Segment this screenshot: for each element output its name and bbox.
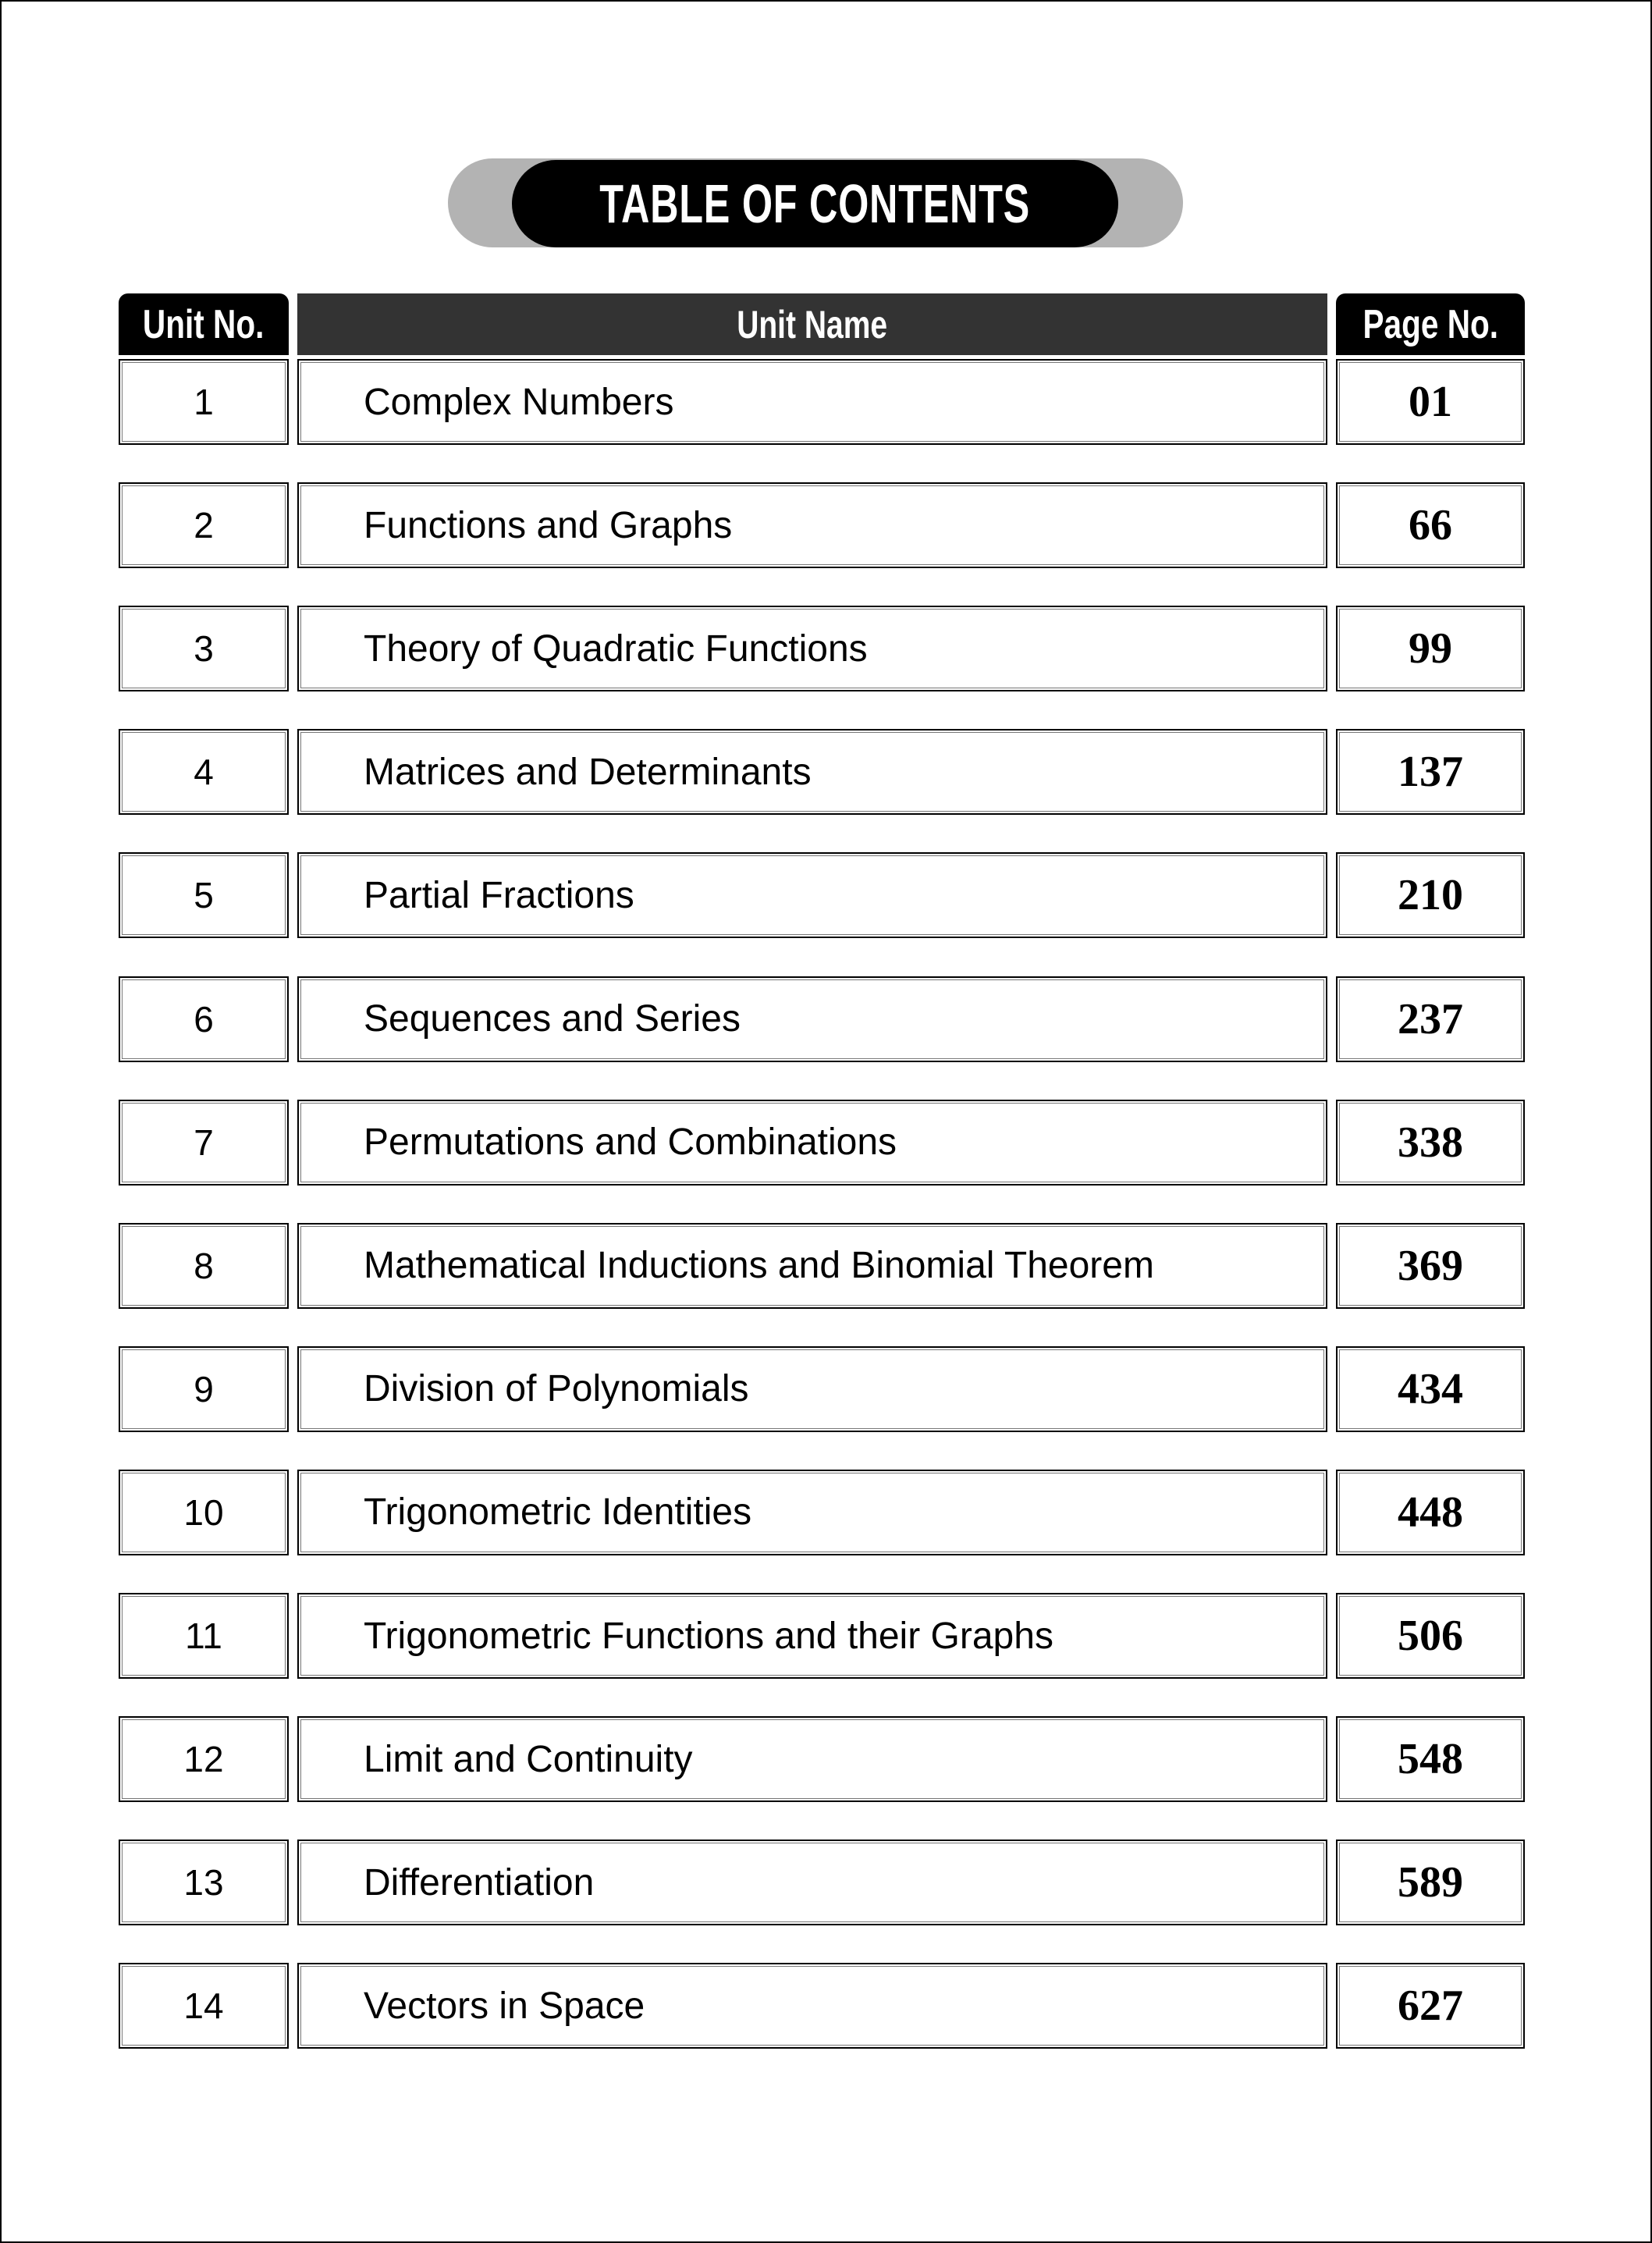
- table-row: [0, 482, 1652, 568]
- table-row: [0, 1346, 1652, 1432]
- unit-name-text[interactable]: Limit and Continuity: [364, 1738, 693, 1780]
- unit-name: [297, 1470, 1327, 1555]
- unit-name-text[interactable]: Permutations and Combinations: [364, 1122, 897, 1164]
- unit-number: 2: [119, 482, 289, 568]
- header-unit-no: [119, 293, 289, 355]
- unit-number: 1: [119, 359, 289, 445]
- unit-name-text[interactable]: Theory of Quadratic Functions: [364, 627, 868, 670]
- page-number: 548: [1336, 1716, 1525, 1802]
- unit-name: [297, 852, 1327, 938]
- unit-number: 9: [119, 1346, 289, 1432]
- unit-name-text[interactable]: Division of Polynomials: [364, 1368, 749, 1410]
- unit-number: 3: [119, 606, 289, 691]
- unit-number: 4: [119, 729, 289, 815]
- table-row: [0, 359, 1652, 445]
- unit-number: 13: [119, 1840, 289, 1925]
- unit-name: [297, 359, 1327, 445]
- page-number: 369: [1336, 1223, 1525, 1309]
- unit-name-text[interactable]: Matrices and Determinants: [364, 751, 812, 793]
- unit-name: [297, 1840, 1327, 1925]
- page-number: 66: [1336, 482, 1525, 568]
- unit-name-text[interactable]: Differentiation: [364, 1861, 595, 1904]
- unit-name: [297, 976, 1327, 1062]
- page-number: 589: [1336, 1840, 1525, 1925]
- unit-number: 11: [119, 1593, 289, 1679]
- unit-name: [297, 1593, 1327, 1679]
- table-row: [0, 1223, 1652, 1309]
- unit-number: 6: [119, 976, 289, 1062]
- unit-name: [297, 1100, 1327, 1185]
- unit-name-text[interactable]: Functions and Graphs: [364, 504, 733, 546]
- page-number: 210: [1336, 852, 1525, 938]
- page-number: 237: [1336, 976, 1525, 1062]
- table-row: [0, 976, 1652, 1062]
- page-number: 448: [1336, 1470, 1525, 1555]
- table-row: [0, 852, 1652, 938]
- unit-number: 8: [119, 1223, 289, 1309]
- header-unit-name: [297, 293, 1327, 355]
- unit-name-text[interactable]: Complex Numbers: [364, 381, 674, 423]
- table-row: [0, 1100, 1652, 1185]
- unit-number: 5: [119, 852, 289, 938]
- unit-name-text[interactable]: Sequences and Series: [364, 998, 741, 1040]
- unit-number: 14: [119, 1963, 289, 2049]
- header-label: Unit Name: [737, 302, 888, 347]
- unit-name-text[interactable]: Vectors in Space: [364, 1985, 645, 2027]
- table-row: [0, 606, 1652, 691]
- unit-name: [297, 482, 1327, 568]
- page-number: 99: [1336, 606, 1525, 691]
- page-number: 434: [1336, 1346, 1525, 1432]
- unit-name: [297, 1346, 1327, 1432]
- table-row: [0, 1840, 1652, 1925]
- page-number: 627: [1336, 1963, 1525, 2049]
- title-banner: [512, 160, 1118, 247]
- unit-number: 10: [119, 1470, 289, 1555]
- table-row: [0, 1716, 1652, 1802]
- table-row: [0, 729, 1652, 815]
- header-page-no: [1336, 293, 1525, 355]
- unit-name-text[interactable]: Trigonometric Functions and their Graphs: [364, 1615, 1053, 1657]
- table-row: [0, 1963, 1652, 2049]
- page-title: TABLE OF CONTENTS: [599, 173, 1031, 234]
- page-number: 338: [1336, 1100, 1525, 1185]
- unit-name: [297, 1963, 1327, 2049]
- unit-name-text[interactable]: Mathematical Inductions and Binomial Theorem: [364, 1245, 1154, 1287]
- header-label: Page No.: [1362, 301, 1498, 347]
- unit-number: 12: [119, 1716, 289, 1802]
- unit-name: [297, 729, 1327, 815]
- unit-name: [297, 1716, 1327, 1802]
- unit-name-text[interactable]: Partial Fractions: [364, 874, 634, 916]
- page-number: 506: [1336, 1593, 1525, 1679]
- table-row: [0, 1470, 1652, 1555]
- page-number: 137: [1336, 729, 1525, 815]
- unit-name-text[interactable]: Trigonometric Identities: [364, 1491, 752, 1534]
- table-row: [0, 1593, 1652, 1679]
- unit-number: 7: [119, 1100, 289, 1185]
- unit-name: [297, 1223, 1327, 1309]
- unit-name: [297, 606, 1327, 691]
- header-label: Unit No.: [143, 301, 265, 347]
- page-number: 01: [1336, 359, 1525, 445]
